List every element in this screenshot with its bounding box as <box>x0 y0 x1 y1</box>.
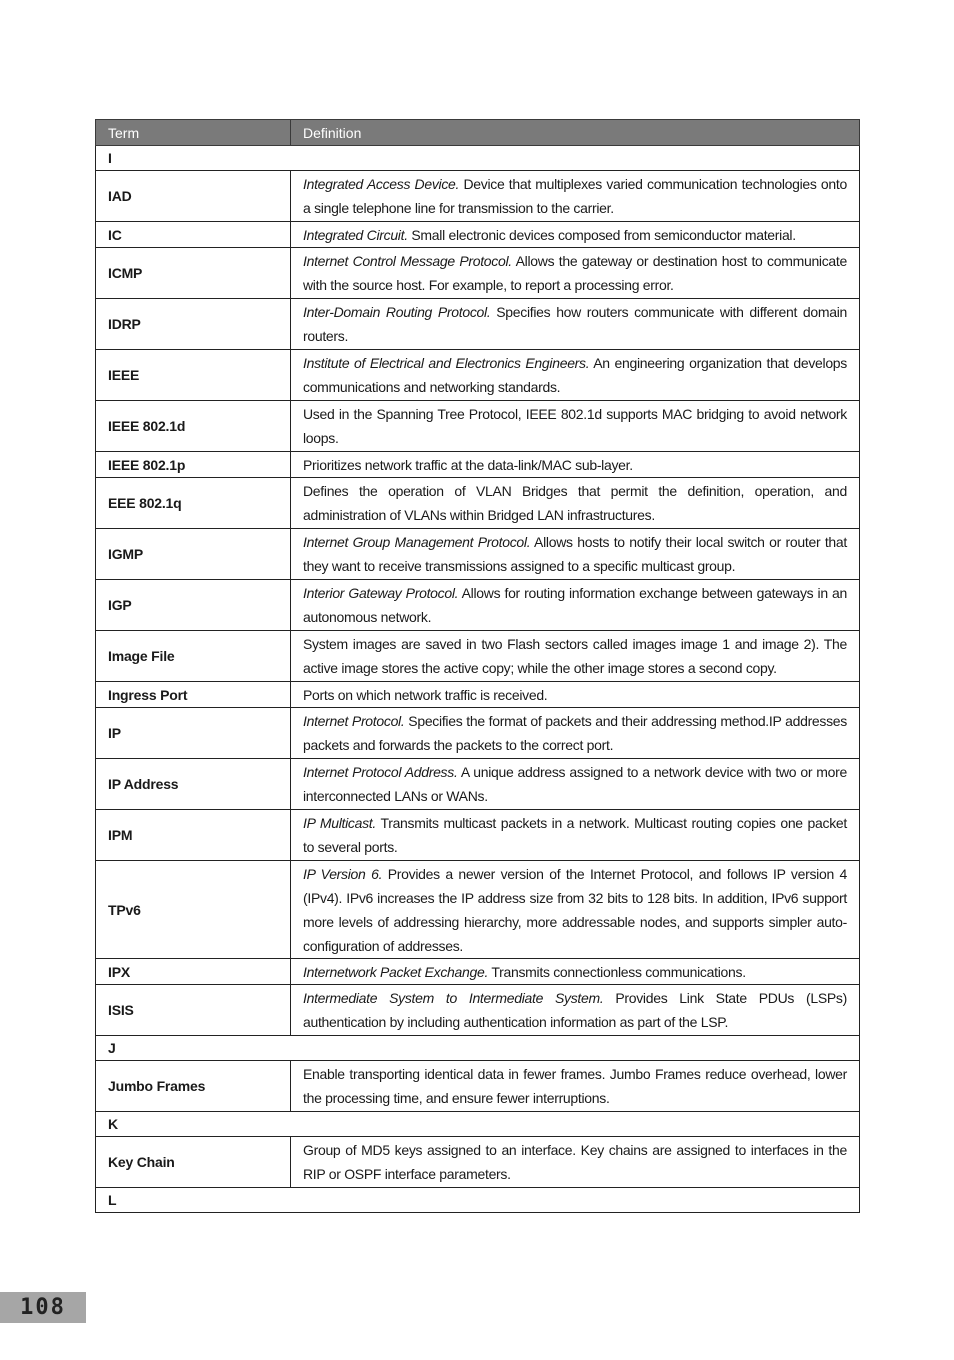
glossary-row <box>96 222 860 248</box>
definition-text: Defines the operation of VLAN Bridges that permit the definition, operation, and administration of VLANs within Bridged LAN infrastructures. <box>303 483 847 523</box>
glossary-term: Image File <box>96 631 291 682</box>
glossary-term: IC <box>96 222 291 248</box>
glossary-term: IGP <box>96 580 291 631</box>
glossary-definition <box>291 580 860 631</box>
definition-expansion: Internet Group Management Protocol. <box>303 534 531 550</box>
definition-text: Provides Link State PDUs (LSPs) authentication by including authentication information as part of the LSP. <box>303 990 847 1030</box>
definition-text: Ports on which network traffic is received. <box>303 686 548 703</box>
letter-section-row <box>96 1112 860 1137</box>
definition-text: Transmits connectionless communications. <box>488 963 746 980</box>
glossary-term: Jumbo Frames <box>96 1061 291 1112</box>
definition-expansion: Integrated Access Device. <box>303 176 460 192</box>
glossary-row <box>96 708 860 759</box>
letter-section-row <box>96 1036 860 1061</box>
definition-expansion: Integrated Circuit. <box>303 226 408 243</box>
glossary-term: IGMP <box>96 529 291 580</box>
glossary-row <box>96 682 860 708</box>
glossary-row <box>96 248 860 299</box>
definition-text: Group of MD5 keys assigned to an interface. Key chains are assigned to interfaces in the RIP or OSPF interface parameters. <box>303 1142 847 1182</box>
definition-expansion: Intermediate System to Intermediate System. <box>303 990 604 1006</box>
glossary-definition <box>291 350 860 401</box>
definition-text: System images are saved in two Flash sectors called images image 1 and image 2). The active image stores the active copy; while the other image stores a second copy. <box>303 636 847 676</box>
glossary-term: IPM <box>96 810 291 861</box>
definition-text: Specifies how routers communicate with different domain routers. <box>303 304 847 344</box>
definition-text: Allows hosts to notify their local switch or router that they want to receive transmissions assigned to a specific multicast group. <box>303 534 847 574</box>
section-letter: L <box>96 1188 860 1213</box>
glossary-row <box>96 171 860 222</box>
glossary-row <box>96 401 860 452</box>
letter-section-row <box>96 146 860 171</box>
definition-text: An engineering organization that develops communications and networking standards. <box>303 355 847 395</box>
definition-expansion: IP Version 6. <box>303 865 383 882</box>
glossary-row <box>96 861 860 959</box>
definition-text: Small electronic devices composed from semiconductor material. <box>407 226 796 243</box>
letter-section-row <box>96 1188 860 1213</box>
glossary-definition <box>291 401 860 452</box>
glossary-definition <box>291 861 860 959</box>
glossary-definition <box>291 682 860 708</box>
glossary-definition <box>291 248 860 299</box>
glossary-definition <box>291 959 860 985</box>
glossary-row <box>96 529 860 580</box>
definition-expansion: Interior Gateway Protocol. <box>303 585 459 601</box>
glossary-term: TPv6 <box>96 861 291 959</box>
glossary-term: Ingress Port <box>96 682 291 708</box>
glossary-definition <box>291 299 860 350</box>
section-letter: I <box>96 146 860 171</box>
glossary-body <box>96 146 860 1213</box>
table-header-row <box>96 120 860 146</box>
glossary-term: IDRP <box>96 299 291 350</box>
definition-text: Prioritizes network traffic at the data-link/MAC sub-layer. <box>303 456 633 473</box>
glossary-term: IP <box>96 708 291 759</box>
glossary-term: EEE 802.1q <box>96 478 291 529</box>
glossary-term: IEEE 802.1d <box>96 401 291 452</box>
definition-text: Used in the Spanning Tree Protocol, IEEE 802.1d supports MAC bridging to avoid network loops. <box>303 406 847 446</box>
glossary-definition <box>291 985 860 1036</box>
glossary-term: IAD <box>96 171 291 222</box>
glossary-definition <box>291 1137 860 1188</box>
definition-expansion: Internet Protocol Address. <box>303 764 458 780</box>
glossary-term: ISIS <box>96 985 291 1036</box>
definition-column-header: Definition <box>291 120 860 146</box>
definition-text: Transmits multicast packets in a network. Multicast routing copies one packet to several ports. <box>303 815 847 855</box>
definition-expansion: Institute of Electrical and Electronics Engineers. <box>303 355 590 371</box>
definition-text: Provides a newer version of the Internet Protocol, and follows IP version 4 (IPv4). IPv6 increases the IP address size from 32 bits to 128 bits. In addition, IPv6 support more levels of addressing hierarchy, more addressable nodes, and supports simpler auto-configuration of addresses. <box>303 865 848 954</box>
glossary-row <box>96 759 860 810</box>
definition-expansion: Inter-Domain Routing Protocol. <box>303 304 491 320</box>
glossary-definition <box>291 1061 860 1112</box>
glossary-row <box>96 985 860 1036</box>
glossary-term: IPX <box>96 959 291 985</box>
glossary-term: ICMP <box>96 248 291 299</box>
glossary-row <box>96 299 860 350</box>
definition-text: Device that multiplexes varied communication technologies onto a single telephone line for transmission to the carrier. <box>303 176 847 216</box>
glossary-row <box>96 1061 860 1112</box>
definition-text: Specifies the format of packets and their addressing method.IP addresses packets and forwards the packets to the correct port. <box>303 713 847 753</box>
page-number: 108 <box>0 1292 86 1323</box>
glossary-row <box>96 810 860 861</box>
term-column-header: Term <box>96 120 291 146</box>
definition-text: Allows for routing information exchange between gateways in an autonomous network. <box>303 585 847 625</box>
section-letter: J <box>96 1036 860 1061</box>
definition-expansion: IP Multicast. <box>303 815 376 831</box>
glossary-term: IEEE 802.1p <box>96 452 291 478</box>
definition-text: Allows the gateway or destination host to communicate with the source host. For example, to report a processing error. <box>303 253 847 293</box>
section-letter: K <box>96 1112 860 1137</box>
glossary-row <box>96 959 860 985</box>
glossary-row <box>96 631 860 682</box>
glossary-row <box>96 478 860 529</box>
glossary-definition <box>291 222 860 248</box>
glossary-table <box>95 119 860 1213</box>
definition-expansion: Internet Protocol. <box>303 713 405 729</box>
glossary-term: IP Address <box>96 759 291 810</box>
glossary-definition <box>291 631 860 682</box>
definition-text: A unique address assigned to a network device with two or more interconnected LANs or WANs. <box>303 764 847 804</box>
glossary-definition <box>291 529 860 580</box>
glossary-term: IEEE <box>96 350 291 401</box>
definition-expansion: Internetwork Packet Exchange. <box>303 963 489 980</box>
definition-expansion: Internet Control Message Protocol. <box>303 253 512 269</box>
glossary-term: Key Chain <box>96 1137 291 1188</box>
glossary-definition <box>291 171 860 222</box>
glossary-row <box>96 580 860 631</box>
glossary-definition <box>291 810 860 861</box>
glossary-definition <box>291 452 860 478</box>
glossary-definition <box>291 708 860 759</box>
definition-text: Enable transporting identical data in fewer frames. Jumbo Frames reduce overhead, lower the processing time, and ensure fewer interruptions. <box>303 1066 847 1106</box>
glossary-row <box>96 1137 860 1188</box>
glossary-row <box>96 350 860 401</box>
glossary-row <box>96 452 860 478</box>
glossary-definition <box>291 759 860 810</box>
glossary-definition <box>291 478 860 529</box>
